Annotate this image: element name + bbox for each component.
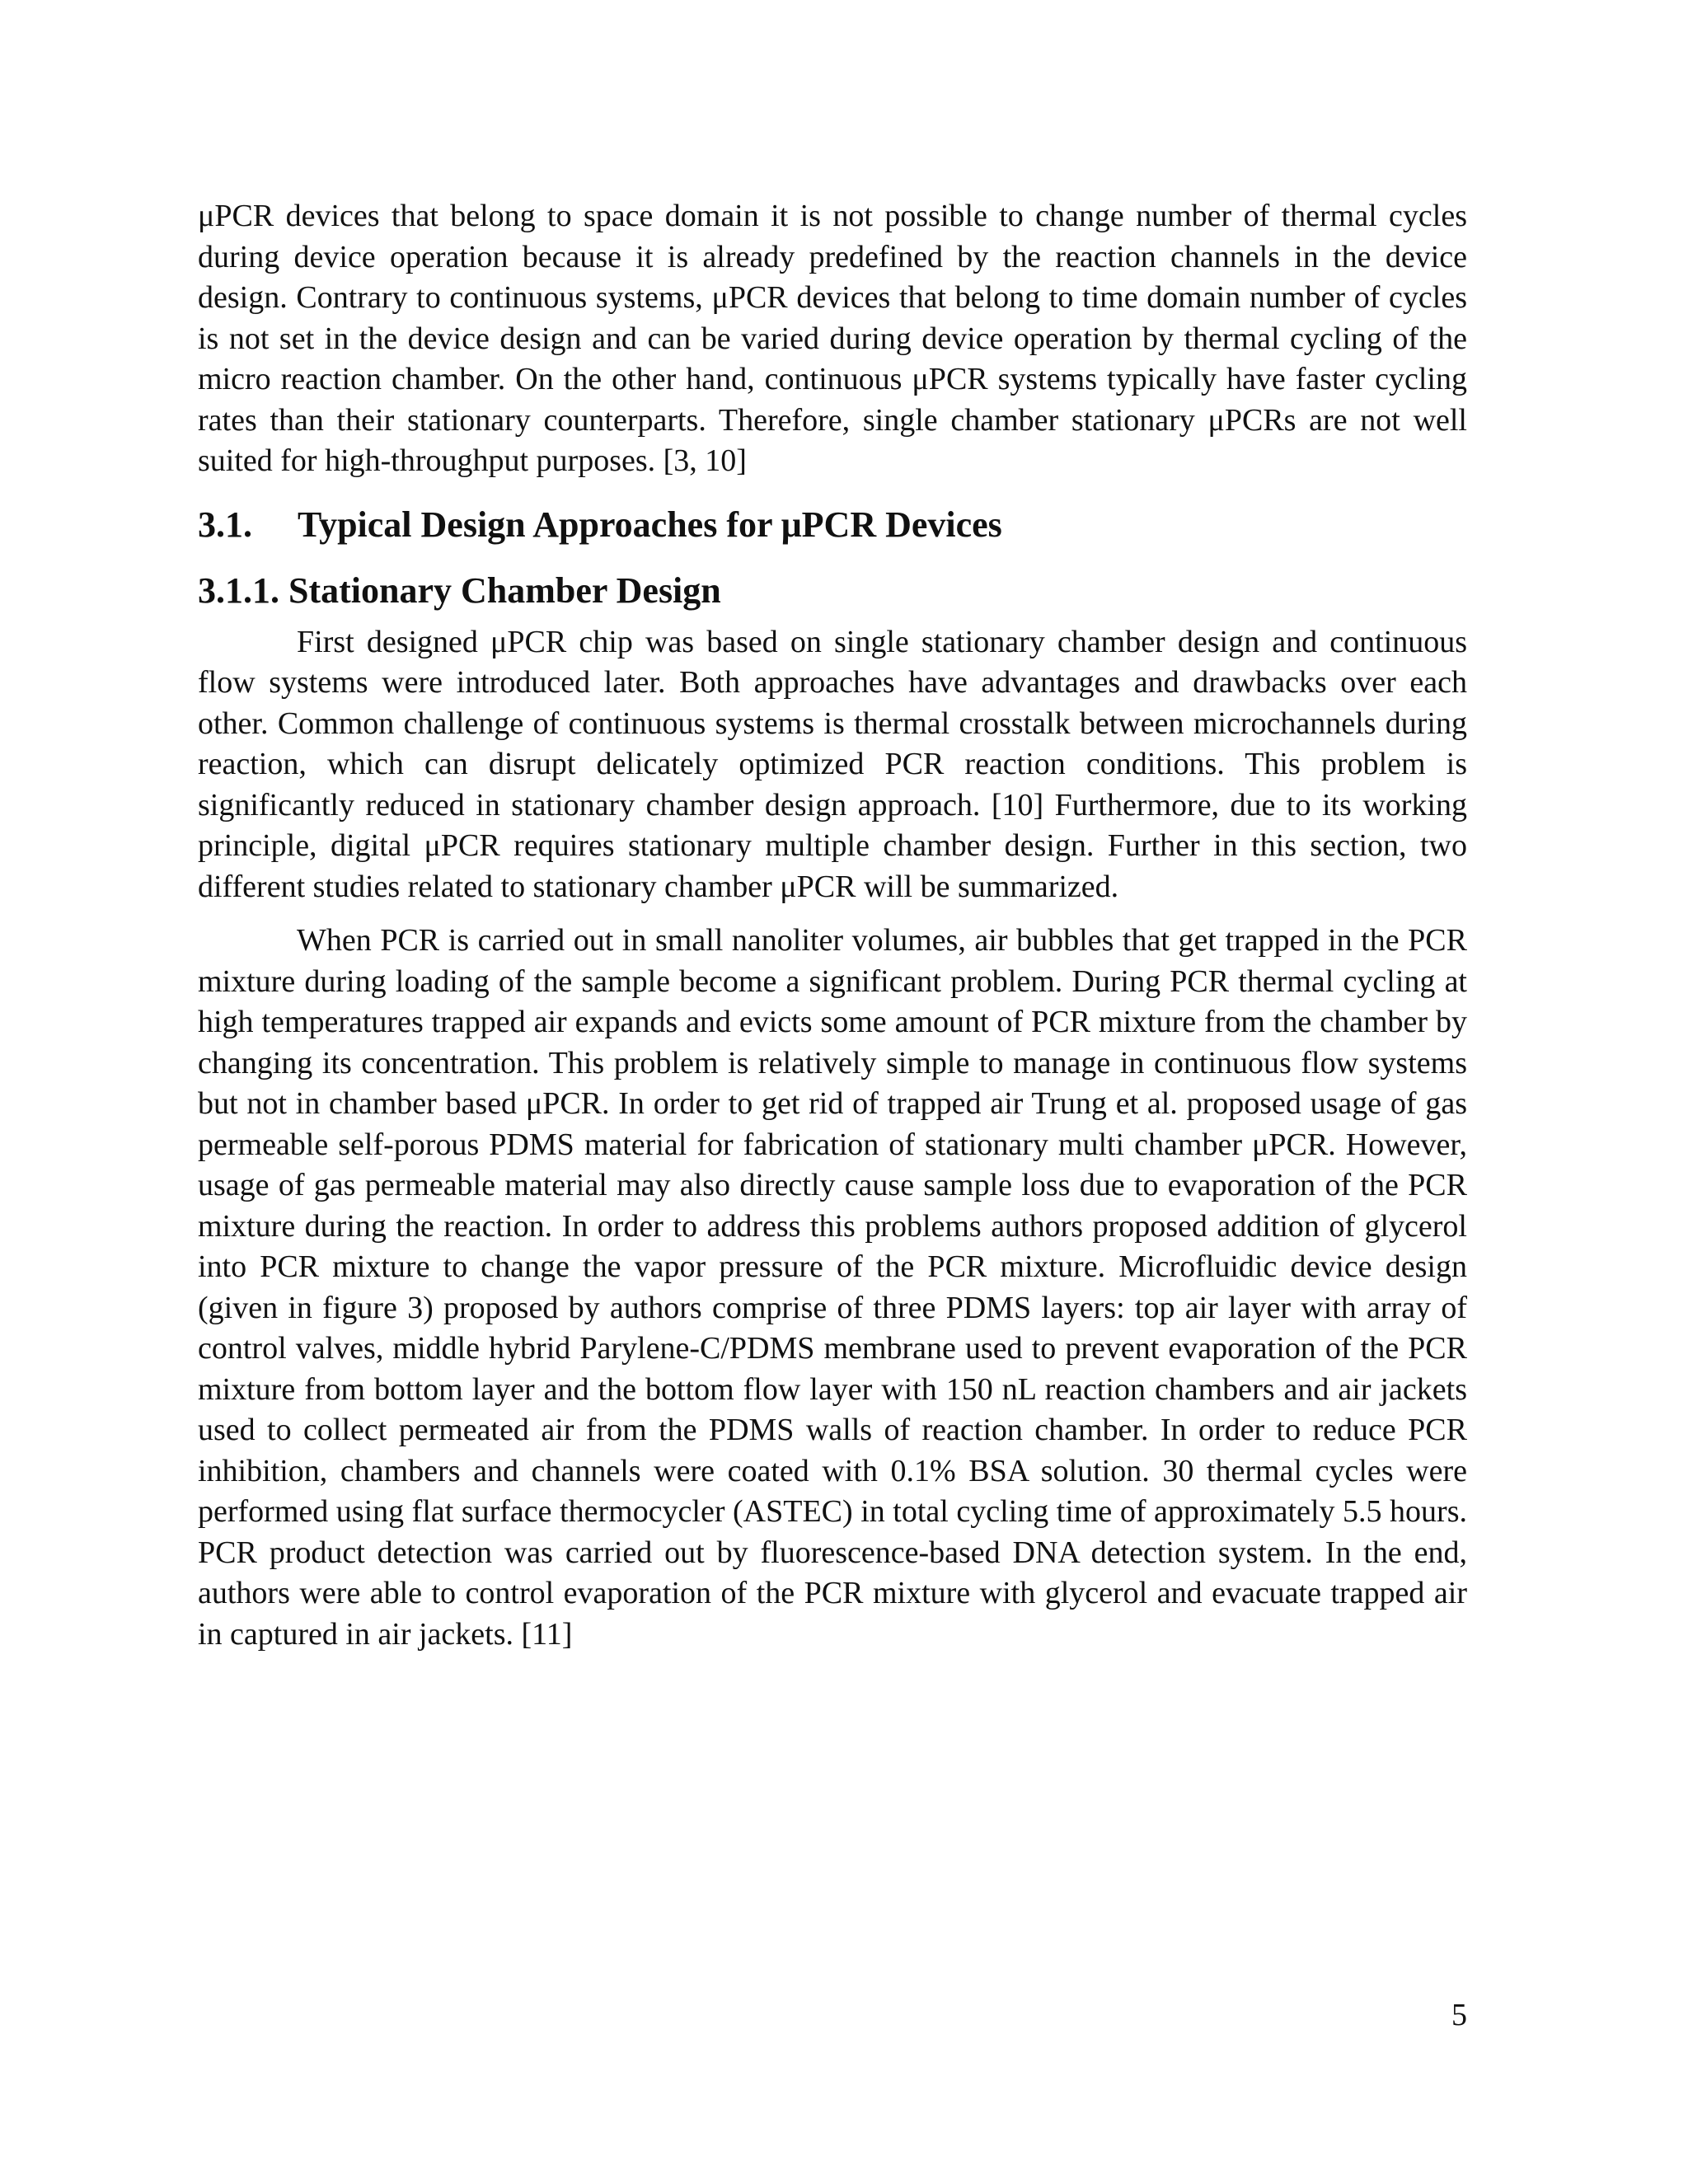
paragraph-continuation: μPCR devices that belong to space domain it is not possible to change number of thermal cycles during device operation because it is already predefined by the reaction channels in the device design. Contrary to continuous systems, μPCR devices that belong to time domain number of cycles is not set in the device design and can be varied during device operation by thermal cycling of the micro reaction chamber. On the other hand, continuous μPCR systems typically have faster cycling rates than their stationary counterparts. Therefore, single chamber stationary μPCRs are not well suited for high-throughput purposes. [3, 10] xyxy=(198,199,1467,478)
section-heading xyxy=(198,500,1467,550)
page-number: 5 xyxy=(1451,1998,1467,2032)
paragraph-stationary-intro: First designed μPCR chip was based on single stationary chamber design and continuous flow systems were introduced later. Both approaches have advantages and drawbacks over each other. Common challenge of continuous systems is thermal crosstalk between microchannels during reaction, which can disrupt delicately optimized PCR reaction conditions. This problem is significantly reduced in stationary chamber design approach. [10] Furthermore, due to its working principle, digital μPCR requires stationary multiple chamber design. Further in this section, two different studies related to stationary chamber μPCR will be summarized. xyxy=(198,624,1467,904)
section-number: 3.1. xyxy=(198,504,252,545)
page-content xyxy=(198,196,1467,1655)
subsection-heading: 3.1.1. Stationary Chamber Design xyxy=(198,569,721,611)
paragraph-trapped-air: When PCR is carried out in small nanoliter volumes, air bubbles that get trapped in the PCR mixture during loading of the sample become a significant problem. During PCR thermal cycling at high temperatures trapped air expands and evicts some amount of PCR mixture from the chamber by changing its concentration. This problem is relatively simple to manage in continuous flow systems but not in chamber based μPCR. In order to get rid of trapped air Trung et al. proposed usage of gas permeable self-porous PDMS material for fabrication of stationary multi chamber μPCR. However, usage of gas permeable material may also directly cause sample loss due to evaporation of the PCR mixture during the reaction. In order to address this problems authors proposed addition of glycerol into PCR mixture to change the vapor pressure of the PCR mixture. Microfluidic device design (given in figure 3) proposed by authors comprise of three PDMS layers: top air layer with array of control valves, middle hybrid Parylene-C/PDMS membrane used to prevent evaporation of the PCR mixture from bottom layer and the bottom flow layer with 150 nL reaction chambers and air jackets used to collect permeated air from the PDMS walls of reaction chamber. In order to reduce PCR inhibition, chambers and channels were coated with 0.1% BSA solution. 30 thermal cycles were performed using flat surface thermocycler (ASTEC) in total cycling time of approximately 5.5 hours. PCR product detection was carried out by fluorescence-based DNA detection system. In the end, authors were able to control evaporation of the PCR mixture with glycerol and evacuate trapped air in captured in air jackets. [11] xyxy=(198,923,1467,1652)
section-title: Typical Design Approaches for μPCR Devices xyxy=(298,504,1002,545)
